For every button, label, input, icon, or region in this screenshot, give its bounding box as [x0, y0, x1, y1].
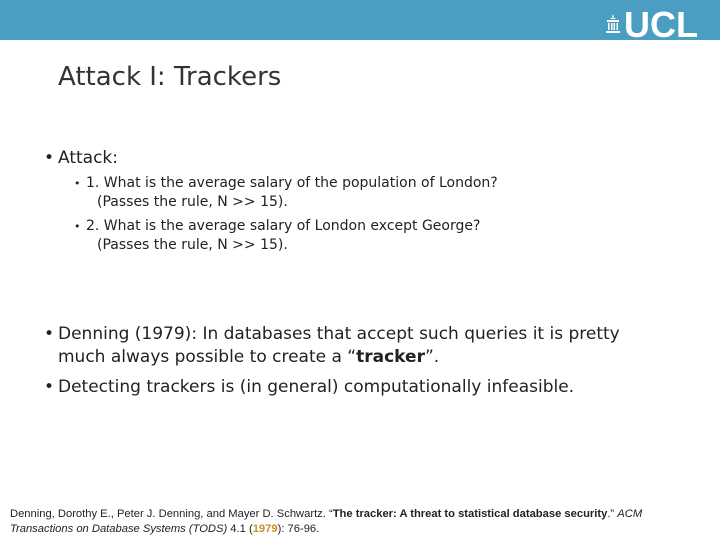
bullet-attack: [44, 147, 658, 170]
bullet-marker: •: [44, 148, 55, 168]
bullet-marker: •: [44, 324, 55, 344]
ref-paper-title: The tracker: A threat to statistical database security: [332, 508, 608, 520]
ref-pages: ): 76-96.: [277, 523, 320, 535]
denning-line1: Denning (1979): In databases that accept such queries it is pretty: [58, 324, 620, 344]
bullet-denning: [44, 323, 658, 369]
ref-journal-part2: Transactions on Database Systems (TODS): [10, 523, 228, 535]
ref-volume: 4.1 (: [227, 523, 253, 535]
attack-item-2: [74, 217, 556, 255]
slide-title: Attack I: Trackers: [58, 62, 282, 92]
ucl-logo: [606, 4, 698, 45]
reference-citation: [10, 507, 700, 537]
attack-item-2-line2: (Passes the rule, N >> 15).: [97, 237, 288, 253]
ref-journal-part1: ACM: [617, 508, 643, 520]
bullet-marker: •: [44, 377, 55, 397]
attack-item-2-line1: 2. What is the average salary of London except George?: [86, 218, 481, 234]
denning-line2-prefix: much always possible to create a “: [58, 347, 357, 367]
denning-line2-suffix: ”.: [424, 347, 440, 367]
detecting-text: Detecting trackers is (in general) computationally infeasible.: [58, 377, 575, 397]
attack-item-1: [74, 174, 556, 212]
attack-item-1-line2: (Passes the rule, N >> 15).: [97, 194, 288, 210]
denning-line2: [58, 346, 658, 369]
bullet-marker: •: [74, 177, 81, 190]
tracker-term: tracker: [356, 347, 425, 367]
bullet-detecting: [44, 376, 658, 399]
ref-authors: Denning, Dorothy E., Peter J. Denning, and Mayer D. Schwartz. “: [10, 508, 333, 520]
portico-icon: [606, 14, 620, 34]
header-banner: [0, 0, 720, 45]
attack-label: Attack:: [58, 148, 118, 168]
ref-year: 1979: [252, 523, 278, 535]
attack-item-1-line1: 1. What is the average salary of the population of London?: [86, 175, 498, 191]
bullet-marker: •: [74, 220, 81, 233]
ref-after-title: .”: [607, 508, 618, 520]
logo-text: UCL: [624, 4, 698, 45]
